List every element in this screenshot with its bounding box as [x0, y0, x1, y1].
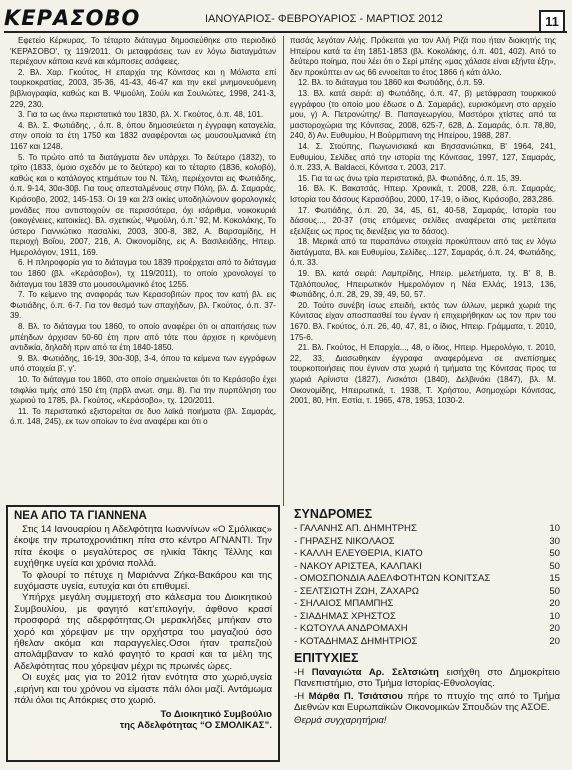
subscription-row	[294, 573, 560, 586]
subscription-row	[294, 623, 560, 636]
news-body	[14, 524, 272, 707]
news-paragraph: Οι ευχές μας για το 2012 ήταν ενότητα στο χωριό,υγεία ,ειρήνη και του χρόνου να είμαστε πάλι όλοι μαζί. Αντάμωμα πάλι όλοι τις Απόκριες στο χωριό.	[14, 672, 272, 707]
note-paragraph: 15. Για τα ως άνω τρία περιστατικά, βλ. Φωτιάδης, ό.π. 15, 39.	[298, 173, 522, 183]
success-item	[294, 691, 560, 714]
subscription-amount: 20	[549, 598, 560, 609]
header-rule	[4, 31, 567, 33]
subscription-row	[294, 611, 560, 624]
news-paragraph: Υπήρχε μεγάλη συμμετοχή στο κάλεσμα του Διοικητικού Συμβουλίου, με φαγητό κατ’επιλογήν, άφθονο κρασί προσφορά της αδερφότητας.Οι μερακλήδες μπήκαν στο χορό και χόρεψαν με την ορχήστρα του μαγαζιού όσο ήθελαν ακόμα και παραγγελίες.Οσοι ήταν τραπεζιού απολάμβαναν το καλό φαγητό το κρασί και τα μέλη της Αδελφότητας που χόρεψαν μέχρι τις πρωινές ώρες.	[14, 592, 272, 672]
note-paragraph: 13. Βλ. κατά σειρά: α) Φωτιάδης, ό.π. 47, β) μετάφραση τουρκικού εγγράφου (το οποίο μου έδωσε ο Δ. Σαμαράς), ευρισκόμενη στο αρχείο μου, γ) Α. Πετρονώτης/ Β. Παπαγεωργίου, Μαστόροι χτίστες από τα μαστοροχώρια της Κόνιτσας, 2008, 625-7, 628, Δ. Σαμαράς, ό.π. 78,80, 240, δ) Αν. Ευθυμίου, Η Βούρμπιανη της Ηπείρου, 1988, 287.	[290, 88, 556, 141]
note-paragraph: 16. Βλ. Κ. Βακατσάς, Ηπειρ. Χρονικά, τ. 2008, 228, ό.π. Σαμαράς, Ιστορία του δάσους Κερασόβου, 2000, 17-19, ο ίδιος, Κιράσοβο, 283,286.	[290, 184, 556, 204]
subscription-amount: 30	[549, 535, 560, 547]
note-paragraph: 18. Μερικά από τα παραπάνω στοιχεία προκύπτουν από τας εν λόγω διατάγματα, Βλ. και Ευθυμίου, Σελίδες...127, Σαμαράς, ό.π. 24, Φωτιάδης, ό.π. 33.	[290, 237, 556, 268]
subscriptions-title: ΣΥΝΔΡΟΜΕΣ	[294, 507, 373, 521]
subscription-amount: 10	[549, 610, 560, 622]
subscription-amount: 50	[549, 585, 560, 597]
note-paragraph: 4. Βλ. Σ. Φωτιάδης, , ό.π. 8, όπου δημοσιεύεται η έγγραφη καταγελία, στην οποία τα έτη 1750 και 1832 αναφέρονται ως μουσουλμανικά έτη 1167 και 1248.	[10, 120, 276, 151]
notes-column-right	[290, 36, 556, 504]
congratulations: Θερμά συγχαρητήρια!	[294, 714, 387, 726]
subscriber-name: - ΓΗΡΑΣΗΣ ΝΙΚΟΛΑΟΣ	[294, 535, 395, 547]
news-title: ΝΕΑ ΑΠΟ ΤΑ ΓΙΑΝΝΕΝΑ	[14, 510, 147, 522]
issue-date: ΙΑΝΟΥΑΡΙΟΣ- ΦΕΒΡΟΥΑΡΙΟΣ - ΜΑΡΤΙΟΣ 2012	[205, 13, 443, 25]
note-paragraph: 14. Σ. Στούπης, Πωγωνισιακά και Βησσανιώτικα, Β' 1964, 241, Ευθυμίου, Σελίδες από την ιστορία της Κόνιτσας, 1997, 127, Σαμαράς, ό.π. 233, Α. Baldacci, Κόνιτσα τ. 2003, 217.	[290, 141, 556, 173]
page-header	[0, 0, 572, 32]
note-paragraph: 2. Βλ. Χαρ. Γκούτος, Η επαρχία της Κόνιτσας και η Μόλιστα επί τουρκοκρατίας, 2003, 35-36, 41-43, 46-47 και την εκεί μνημονευόμενη βιβλιογραφία, καθώς και Β. Ψιμούλη, Σούλι και Σουλιώτες, 1998, 241-3, 229, 230.	[10, 67, 276, 109]
subscriber-name: - ΚΑΛΛΗ ΕΛΕΥΘΕΡΙΑ, ΚΙΑΤΟ	[294, 548, 423, 559]
note-paragraph: 17. Φωτιάδης, ό.π. 20, 34, 45, 61, 40-58, Σαμαράς, Ιστορία του δάσους..., 20-37 (στις επόμενες σελίδες αναφέρεται στις μετέπειτα εξελίξεις ως προς τις διενέξεις για το δάσος).	[290, 205, 556, 236]
subscription-row	[294, 598, 560, 611]
note-paragraph: 9. Βλ. Φωτιάδης, 16-19, 30α-30β, 3-4, όπου τα κείμενα των εγγράφων υπό στοιχεία β', γ'.	[10, 353, 276, 374]
subscription-amount: 50	[549, 548, 560, 559]
news-paragraph: Στις 14 Ιανουαρίου η Αδελφότητα Ιωαννίνων «Ο Σμόλικας» έκοψε την πρωτοχρονιάτικη πίτα στο κέντρο ΑΓΝΑΝΤΙ. Την πίτα έκοψε ο μεγαλύτερος σε ηλικία Τάκης Τέλλης και ευχήθηκε υγεία και χρόνια πολλά.	[14, 524, 272, 570]
success-text: εισήχθη στο Δημοκρίτειο Πανεπιστήμιο, στο Τμήμα Ιστορίας-Εθνολογίας.	[294, 667, 560, 690]
masthead: ΚΕΡΑΣΟΒΟ	[4, 6, 141, 30]
subscriber-name: - ΚΟΤΑΔΗΜΑΣ ΔΗΜΗΤΡΙΟΣ	[294, 635, 418, 647]
column-divider	[283, 36, 284, 506]
subscription-amount: 10	[549, 523, 560, 534]
success-item	[294, 667, 560, 690]
subscription-row	[294, 586, 560, 599]
news-signature	[8, 709, 272, 732]
note-paragraph: 8. Βλ. το διάταγμα του 1860, το οποίο αναφέρει ότι οι απαιτήσεις των μπέηδων άρχισαν 50-60 έτη πριν από τότε που άρχισε η κρινόμενη αντιδικία, δηλαδή πριν από τα έτη 1840-1850.	[10, 322, 276, 353]
subscriber-name: - ΣΙΑΔΗΜΑΣ ΧΡΗΣΤΟΣ	[294, 610, 396, 622]
notes-column-left	[10, 36, 276, 500]
note-paragraph: 21. Βλ. Γκούτος, Η Επαρχία..., 48, ο ίδιος, Ηπειρ. Ημερολόγιο, τ. 2010, 22, 33, Διασωθηκαν έγγραφα αναφερόμενα σε ανεπίσημες τουρκοποιήσεις που έγιναν στα χωριά ή τμήματα της Κόνιτσας προς τα χωριά Αρίνιστα (1827), Λισκάτσι (1840), Δελβινάκι (1847), βλ. Μ. Οικονομίδης, Ηπειρωτικά, τ. 1938, Τ. Χρήστου, Ασημοχώρι Κόνιτσας, 2001, 80, Ηπ. Εστία, τ. 1965, 478, 1953, 1030-2.	[290, 343, 556, 406]
subscriber-name: - ΚΩΤΟΥΛΑ ΑΝΔΡΟΜΑΧΗ	[294, 623, 408, 634]
subscription-row	[294, 536, 560, 549]
news-paragraph: Το φλουρί το πέτυχε η Μαριάννα Ζήκα-Βακάρου και της ευχόμαστε υγεία, ευτυχία και ότι επιθυμεί.	[14, 569, 272, 593]
success-lead: -Η	[294, 667, 312, 678]
subscriber-name: - ΣΗΛΑΙΟΣ ΜΠΑΜΠΗΣ	[294, 598, 394, 609]
subscription-amount: 20	[549, 623, 560, 634]
note-paragraph: 6. Η πληροφορία για το διάταγμα του 1839 προέρχεται από το διάταγμα του 1860 (βλ. «Κεράσοβο»), τχ 119/2011), το οποίο χρονολογεί το διάταγμα του 1839 στο μουσουλμανικό έτος 1255.	[10, 258, 276, 289]
subscription-amount: 50	[549, 560, 560, 572]
success-lead: -Η	[294, 690, 309, 702]
subscriber-name: - ΓΑΛΑΝΗΣ ΑΠ. ΔΗΜΗΤΡΗΣ	[294, 523, 417, 534]
subscription-row	[294, 523, 560, 536]
subscriber-name: - ΣΕΛΤΣΙΩΤΗ ΖΩΗ, ΖΑΧΑΡΩ	[294, 585, 419, 597]
news-box	[6, 505, 280, 762]
note-paragraph: 10. Το διάταγμα του 1860, στο οποίο σημειώνεται ότι το Κεράσοβο έχει τσιφλίκι τιμής από 150 έτη (πρβλ ανωτ. σημ. 8). Για την πυρπόληση του χωριού το 1785, βλ. Γκούτος, «Κεράσοβο», τχ. 120/2011.	[10, 375, 276, 406]
subscription-amount: 20	[549, 635, 560, 647]
page-number: 11	[539, 10, 565, 33]
signature-line-2: της Αδελφότητας “Ο ΣΜΟΛΙΚΑΣ”.	[119, 720, 272, 732]
note-paragraph: 12. Βλ. το διάταγμα του 1860 και Φωτιάδης, ό.π. 59.	[298, 78, 485, 88]
note-paragraph: 19. Βλ. κατά σειρά: Λαμπρίδης, Ηπειρ. μελετήματα, τχ. Β' 8, Β. Τζαλόπουλος, Ηπειρωτικόν Ημερολόγιον η Νέα Ελλάς, 1913, 136, Φωτιάδης, ό.π. 28, 29, 39, 49, 50, 57.	[290, 269, 556, 300]
success-text: πήρε το πτυχίο της από το Τμήμα Διεθνών και Ευρωπαϊκών Οικονομικών Σπουδών της ΑΣΟΕ.	[294, 690, 561, 714]
note-paragraph: πασάς λεγόταν Αλής. Πρόκειται για τον Αλή Ριζά που ήταν διοικητής της Ηπείρου κατά τα έτη 1851-1853 (βλ. Κοκολάκης, ό.π. 401, 402). Από το δεύτερο ποίημα, που λέει ότι ο Σερί μπέης «μας χάλασε είναι εξήντα έξη», δεν προκύπτει αν ως 66 εννοείται το έτος 1866 ή κάτι άλλο.	[290, 36, 556, 77]
note-paragraph: 3. Για τα ως άνω περιστατικά του 1830, βλ. Χ. Γκούτος, ό.π. 48, 101.	[18, 110, 264, 120]
subscription-row	[294, 548, 560, 561]
note-paragraph: 5. Το πρώτο από τα διατάγματα δεν υπάρχει. Το δεύτερο (1832), το τρίτο (1833, όμοιο σχεδόν με το δεύτερο) και το τέταρτο (1836, κολοβό), καθώς και ο κατάλογος κτημάτων του Ν. Τέλη, περιέχονται εις Φωτιάδης, ό.π. 9-14, 30α-30β. Για τους απεσταλμένους στην Πόλη, βλ. Δ. Σαμαράς, Κιράσοβο, 2002, 145-153. Οι 19 και 2/3 οικίες υποδηλώνουν φορολογικές μονάδες που αντιστοιχούν σε περισσότερα, όχι ισάριθμα, νοικοκυριά (οικογένειες, κατοικίες). Βλ. σχετικώς, Ψιμούλη, ό.π.' 92, Μ. Κοκολάκης, Το ύστερο Γιαννιώτικο πασαλίκι, 2003, 300-8, 382, Α. Βαρσαμίδης, Η περιοχή Βοΐου, 2007, 216, Α. Οικονομίδης, εις Α. Βασιλειάδης, Ηπειρ. Ημερολόγιον, 1911, 169.	[10, 152, 276, 257]
note-paragraph: 7. Το κείμενο της αναφοράς των Κερασοβιτών προς τον κατή βλ. εις Φωτιάδης, ό.π. 6-7. Για τον θεσμό των σπαχήδων, βλ. Γκούτος, ό.π. 37-39.	[10, 290, 276, 321]
subscription-row	[294, 636, 560, 649]
subscriber-name: - ΟΜΟΣΠΟΝΔΙΑ ΑΔΕΛΦΟΤΗΤΩΝ ΚΟΝΙΤΣΑΣ	[294, 573, 491, 584]
success-person: Παναγιώτα Αρ. Σελτσιώτη	[311, 667, 439, 678]
note-paragraph: 11. Το περιστατικό εξιστορείται σε δυο λαϊκά ποιήματα (βλ. Σαμαράς, ό.π. 148, 245), εκ των οποίων το ένα αναφέρει και ότι ο	[10, 406, 276, 427]
note-paragraph: Εφετείο Κέρκυρας. Το τέταρτο διάταγμα δημοσιεύθηκε στο περιοδικό 'ΚΕΡΑΣΟΒΟ', τχ 119/2011. Οι μεταφράσεις των εν λόγω διαταγμάτων περιέχουν κάποια κενά και κάμποσες ασάφειες.	[10, 36, 276, 67]
subscription-amount: 15	[549, 573, 560, 584]
subscriber-name: - ΝΑΚΟΥ ΑΡΙΣΤΕΑ, ΚΑΛΠΑΚΙ	[294, 560, 422, 572]
subscriptions-list	[288, 523, 566, 648]
subscription-row	[294, 561, 560, 574]
success-person: Μάρθα Π. Τσιάτσιου	[308, 690, 403, 702]
successes-list	[294, 667, 560, 726]
subscriptions-and-successes	[288, 505, 566, 762]
note-paragraph: 20. Τούτο συνέβη ίσως επειδή, εκτός των άλλων, μερικά χωριά της Κόνιτσας είχαν αποσπασθεί του έγναν ή επιχειρήθηκαν ως τον πριν του 1670. Βλ. Γκούτος, ό.π. 26, 40, 47, 81, ο ίδιος, Ηπειρ. Γράμματα, τ. 2010, 175-6.	[290, 300, 556, 342]
successes-title: ΕΠΙΤΥΧΙΕΣ	[294, 651, 359, 665]
signature-line-1: Το Διοικητικό Συμβούλιο	[160, 708, 272, 720]
